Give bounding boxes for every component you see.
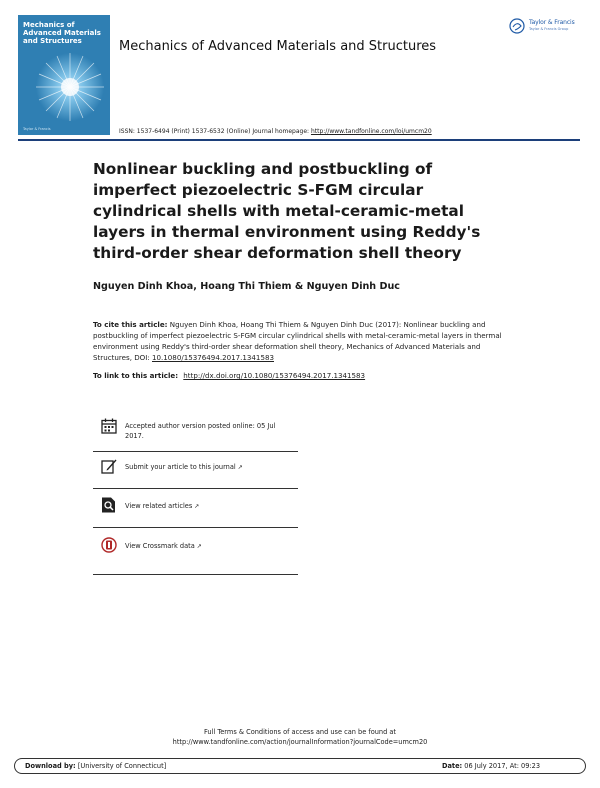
issn-text: ISSN: 1537-6494 (Print) 1537-6532 (Online) Journal homepage: (119, 128, 310, 135)
info-divider (93, 574, 298, 575)
terms-line-1: Full Terms & Conditions of access and use can be found at (203, 728, 397, 736)
download-by (25, 762, 166, 770)
external-link-icon: ↗ (194, 503, 200, 510)
article-link[interactable]: http://dx.doi.org/10.1080/15376494.2017.1341583 (183, 371, 366, 380)
journal-homepage-link[interactable]: http://www.tandfonline.com/loi/umcm20 (310, 128, 432, 135)
accepted-text: Accepted author version posted online: 05 Jul 2017. (125, 422, 276, 440)
pencil-edit-icon (101, 458, 117, 474)
date-label: Date: (442, 762, 463, 770)
crossmark-link[interactable] (125, 542, 202, 552)
related-articles-link[interactable] (125, 502, 199, 512)
submit-article-link[interactable] (125, 463, 243, 473)
doi-link[interactable]: 10.1080/15376494.2017.1341583 (152, 353, 274, 362)
cover-artwork-icon (18, 49, 110, 129)
related-articles-search-icon (101, 497, 117, 513)
download-label: Download by: (25, 762, 76, 770)
publisher-subname: Taylor & Francis Group (529, 27, 569, 31)
download-info-bar (14, 758, 586, 774)
cite-label: To cite this article: (93, 320, 168, 329)
citation-block (93, 319, 513, 363)
link-line (93, 371, 365, 380)
date-value: 06 July 2017, At: 09:23 (464, 762, 541, 770)
download-date (442, 762, 540, 770)
related-articles-text: View related articles (125, 502, 193, 510)
info-divider (93, 488, 298, 489)
publisher-name: Taylor & Francis (529, 19, 575, 26)
info-divider (93, 527, 298, 528)
article-title: Nonlinear buckling and postbuckling of imperfect piezoelectric S-FGM circular cylindrical shells with metal-ceramic-metal layers in thermal environment using Reddy's third-order shear deformation shell theory (93, 160, 481, 262)
info-divider (93, 451, 298, 452)
article-authors: Nguyen Dinh Khoa, Hoang Thi Thiem & Nguyen Dinh Duc (93, 281, 400, 292)
cover-publisher: Taylor & Francis (23, 127, 51, 131)
external-link-icon: ↗ (196, 543, 202, 550)
download-value: [University of Connecticut] (77, 762, 167, 770)
calendar-icon (101, 418, 117, 434)
journal-cover (18, 15, 110, 135)
crossmark-text: View Crossmark data (125, 542, 195, 550)
journal-name: Mechanics of Advanced Materials and Structures (119, 39, 437, 54)
submit-article-text: Submit your article to this journal (125, 463, 236, 471)
terms-link[interactable]: http://www.tandfonline.com/action/journalInformation?journalCode=umcm20 (172, 738, 428, 746)
link-label: To link to this article: (93, 371, 179, 380)
cite-text: Nguyen Dinh Khoa, Hoang Thi Thiem & Nguyen Dinh Duc (2017): Nonlinear buckling and postbuckling of imperfect piezoelectric S-FGM circular cylindrical shells with metal-ceramic-metal layers in thermal environment using Reddy's third-order shear deformation shell theory, Mechanics of Advanced Materials and Structures, DOI: (93, 320, 502, 362)
external-link-icon: ↗ (237, 464, 243, 471)
cover-title: Mechanics of Advanced Materials and Structures (23, 21, 101, 45)
publisher-logo-icon (509, 18, 525, 34)
publisher-logo[interactable] (509, 15, 587, 37)
header-divider (18, 139, 580, 141)
terms-notice (0, 727, 600, 747)
crossmark-icon (101, 537, 117, 553)
issn-line (119, 128, 432, 135)
